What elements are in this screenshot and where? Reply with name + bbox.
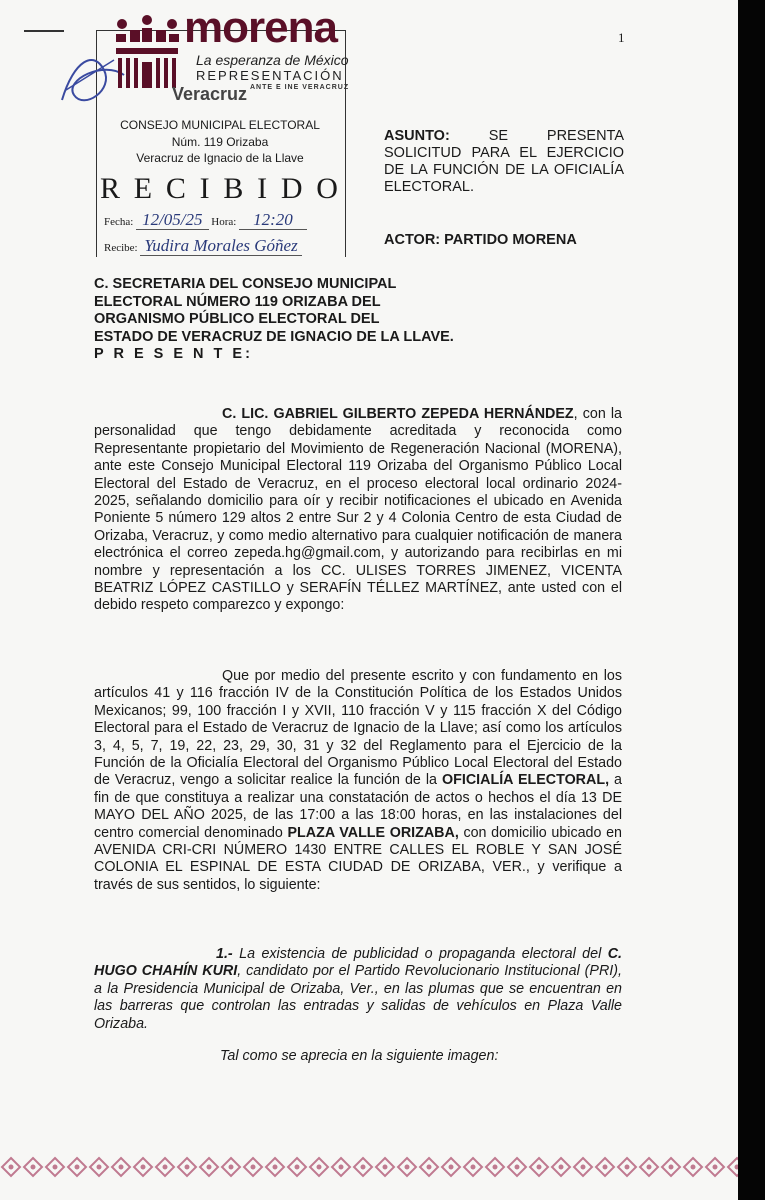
received-letter: I	[199, 172, 212, 205]
present-heading: P R E S E N T E:	[94, 346, 253, 362]
actor-line	[384, 232, 577, 248]
stamp-received-word	[100, 172, 340, 206]
veracruz-text: Veracruz	[172, 84, 248, 104]
item-text-1: La existencia de publicidad o propaganda electoral del	[232, 946, 608, 962]
stamp-receiver-row	[104, 236, 302, 256]
representative-name: C. LIC. GABRIEL GILBERTO ZEPEDA HERNÁNDEZ	[222, 406, 574, 422]
date-value: 12/05/25	[136, 210, 208, 230]
top-dash	[24, 30, 64, 32]
subject-text: SE PRESENTA SOLICITUD PARA EL EJERCICIO DE LA FUNCIÓN DE LA OFICIALÍA ELECTORAL.	[384, 128, 624, 195]
received-letter: O	[316, 172, 340, 205]
subject-block	[384, 128, 624, 196]
representation-text: REPRESENTACIÓN	[196, 68, 344, 83]
received-letter: R	[100, 172, 123, 205]
page-number: 1	[618, 30, 625, 45]
addressee-line: ESTADO DE VERACRUZ DE IGNACIO DE LA LLAVE.	[94, 328, 454, 345]
request-bold-1: OFICIALÍA ELECTORAL,	[442, 772, 610, 789]
paragraph-request	[94, 668, 622, 894]
ine-veracruz-text: ANTE E INE VERACRUZ	[250, 84, 350, 91]
logo-slogan: La esperanza de México	[196, 52, 349, 68]
received-letter: C	[165, 172, 188, 205]
addressee-line: C. SECRETARIA DEL CONSEJO MUNICIPAL	[94, 276, 397, 292]
image-caption: Tal como se aprecia en la siguiente imagen:	[220, 1048, 499, 1064]
addressee-line: ORGANISMO PÚBLICO ELECTORAL DEL	[94, 311, 380, 327]
decorative-border-strip	[0, 1156, 738, 1178]
stamp-place: Veracruz de Ignacio de la Llave	[136, 151, 304, 165]
stamp-number: Núm. 119 Orizaba	[171, 135, 269, 149]
request-text-2: a fin de que constituya a realizar una constatación de actos o hechos el día 13 DE MAYO DEL AÑO 2025, de las 17:00 a las 18:00 horas, en las instalaciones del centro comercial denominado	[94, 772, 622, 841]
paragraph-intro-text: , con la personalidad que tengo debidamente acreditada y reconocida como Representante propietario del Movimiento de Regeneración Nacional (MORENA), ante este Consejo Municipal Electoral 119 Orizaba del Organismo Público Local Electoral del Estado de Veracruz, en el proceso electoral local ordinario 2024-2025, señalando domicilio para oír y recibir notificaciones el ubicado en Avenida Poniente 5 número 129 altos 2 entre Sur 2 y 4 Colonia Centro de esta Ciudad de Orizaba, Veracruz, y como medio alternativo para cualquier notificación de manera electrónica el correo zepeda.hg@gmail.com, y autorizando para recibirlas en mi nombre y representación a los CC. ULISES TORRES JIMENEZ, VICENTA BEATRIZ LÓPEZ CASTILLO y SERAFÍN TÉLLEZ MARTÍNEZ, ante usted con el debido respeto comparezco y expongo:	[94, 406, 622, 614]
actor-text: ACTOR: PARTIDO MORENA	[384, 232, 577, 248]
date-label: Fecha:	[104, 216, 134, 228]
time-label: Hora:	[211, 216, 237, 228]
received-letter: B	[223, 172, 246, 205]
addressee-block	[94, 276, 474, 364]
item-one	[94, 946, 622, 1033]
received-letter: I	[257, 172, 270, 205]
request-text-1: Que por medio del presente escrito y con fundamento en los artículos 41 y 116 fracción IV de la Constitución Política de los Estados Unidos Mexicanos; 99, 100 fracción I y XVII, 110 fracción V y 115 fracción X del Código Electoral para el Estado de Veracruz de Ignacio de la Llave; así como los artículos 3, 4, 5, 7, 19, 22, 23, 29, 30, 31 y 32 del Reglamento para el Ejercicio de la Función de la Oficialía Electoral del Organismo Público Local Electoral del Estado de Veracruz, vengo a solicitar realice la función de la	[94, 668, 622, 789]
screen-bezel	[738, 0, 765, 1200]
time-value: 12:20	[239, 210, 307, 230]
candidate-name: C. HUGO CHAHÍN KURI	[94, 946, 622, 980]
item-number: 1.-	[216, 946, 233, 962]
receiver-value: Yudira Morales Góñez	[140, 236, 301, 256]
receiver-label: Recibe:	[104, 242, 138, 254]
addressee-line: ELECTORAL NÚMERO 119 ORIZABA DEL	[94, 293, 381, 310]
item-text-2: , candidato por el Partido Revolucionario Institucional (PRI), a la Presidencia Municipal de Orizaba, Ver., en las plumas que se encuentran en las barreras que controlan las entradas y salidas de vehículos en Plaza Valle Orizaba.	[94, 963, 622, 1032]
subject-label: ASUNTO:	[384, 128, 450, 144]
received-letter: E	[133, 172, 155, 205]
paragraph-intro	[94, 406, 622, 615]
received-letter: D	[280, 172, 305, 205]
logo-wordmark: morena	[184, 3, 337, 52]
stamp-date-row	[104, 210, 307, 230]
request-bold-2: PLAZA VALLE ORIZABA,	[287, 824, 459, 841]
morena-logo-icon	[112, 14, 182, 92]
stamp-council: CONSEJO MUNICIPAL ELECTORAL	[120, 118, 320, 132]
request-text-3: con domicilio ubicado en AVENIDA CRI-CRI NÚMERO 1430 ENTRE CALLES EL ROBLE Y SAN JOSÉ COLONIA EL ESPINAL DE ESTA CIUDAD DE ORIZABA, VER., y verifique a través de sus sentidos, lo siguiente:	[94, 824, 622, 893]
